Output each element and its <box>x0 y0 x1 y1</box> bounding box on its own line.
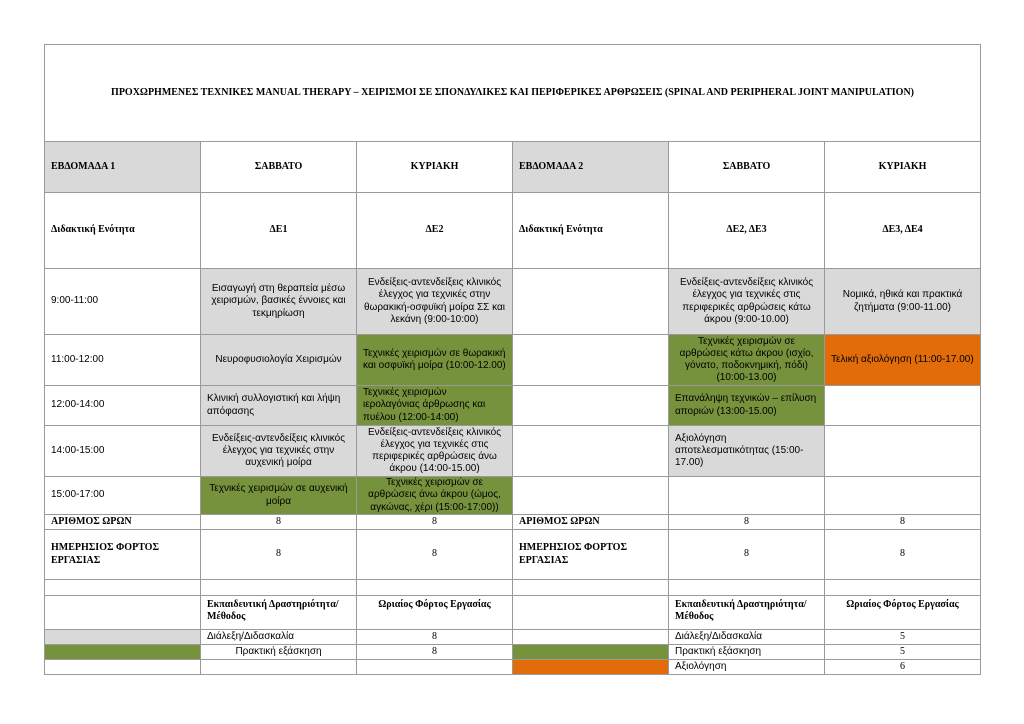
empty-cell <box>513 477 669 515</box>
time-slot: 14:00-15:00 <box>45 426 201 477</box>
empty-cell <box>201 580 357 596</box>
legend-swatch-practice <box>513 645 669 660</box>
w1-sunday-header: ΚΥΡΙΑΚΗ <box>357 142 513 193</box>
page-title: ΠΡΟΧΩΡΗΜΕΝΕΣ ΤΕΧΝΙΚΕΣ MANUAL THERAPY – ΧΕΙΡΙΣΜΟΙ ΣΕ ΣΠΟΝΔΥΛΙΚΕΣ ΚΑΙ ΠΕΡΙΦΕΡΙΚΕΣ ΑΡΘΡΩΣΕΙΣ (SPINAL AND PERIPHERAL JOINT MANIPULATION) <box>45 45 981 142</box>
week1-header: ΕΒΔΟΜΑΔΑ 1 <box>45 142 201 193</box>
workload-label-w1: ΗΜΕΡΗΣΙΟΣ ΦΟΡΤΟΣ ΕΡΓΑΣΙΑΣ <box>45 530 201 580</box>
empty-cell <box>45 580 201 596</box>
empty-cell <box>825 477 981 515</box>
hours-value: 8 <box>357 515 513 530</box>
session-cell: Νομικά, ηθικά και πρακτικά ζητήματα (9:00-11.00) <box>825 269 981 335</box>
session-cell: Τεχνικές χειρισμών σε αυχενική μοίρα <box>201 477 357 515</box>
hours-value: 8 <box>825 515 981 530</box>
empty-cell <box>825 580 981 596</box>
schedule-table <box>44 44 981 675</box>
empty-cell <box>513 386 669 426</box>
session-cell: Αξιολόγηση αποτελεσματικότητας (15:00-17.00) <box>669 426 825 477</box>
legend-label: Πρακτική εξάσκηση <box>669 645 825 660</box>
empty-cell <box>513 630 669 645</box>
empty-cell <box>513 269 669 335</box>
unit-label-w1: Διδακτική Ενότητα <box>45 193 201 269</box>
empty-cell <box>513 580 669 596</box>
workload-label-w2: ΗΜΕΡΗΣΙΟΣ ΦΟΡΤΟΣ ΕΡΓΑΣΙΑΣ <box>513 530 669 580</box>
week2-header: ΕΒΔΟΜΑΔΑ 2 <box>513 142 669 193</box>
session-cell: Νευροφυσιολογία Χειρισμών <box>201 335 357 386</box>
session-cell: Ενδείξεις-αντενδείξεις κλινικός έλεγχος για τεχνικές στην θωρακική-οσφυϊκή μοίρα ΣΣ και λεκάνη (9:00-10:00) <box>357 269 513 335</box>
legend-hours-header-w2: Ωριαίος Φόρτος Εργασίας <box>825 596 981 630</box>
session-cell: Κλινική συλλογιστική και λήψη απόφασης <box>201 386 357 426</box>
legend-swatch-practice <box>45 645 201 660</box>
legend-label: Αξιολόγηση <box>669 660 825 675</box>
session-cell: Τεχνικές χειρισμών σε αρθρώσεις άνω άκρου (ώμος, αγκώνας, χέρι (15:00-17:00)) <box>357 477 513 515</box>
session-cell: Ενδείξεις-αντενδείξεις κλινικός έλεγχος για τεχνικές στην αυχενική μοίρα <box>201 426 357 477</box>
empty-cell <box>357 580 513 596</box>
hours-value: 8 <box>669 515 825 530</box>
unit-w1-sun: ΔΕ2 <box>357 193 513 269</box>
legend-activity-header-w1: Εκπαιδευτική Δραστηριότητα/Μέθοδος <box>201 596 357 630</box>
legend-label: Διάλεξη/Διδασκαλία <box>669 630 825 645</box>
hours-value: 8 <box>201 515 357 530</box>
legend-label: Πρακτική εξάσκηση <box>201 645 357 660</box>
empty-cell <box>825 426 981 477</box>
session-cell: Τεχνικές χειρισμών σε θωρακική και οσφυϊκή μοίρα (10:00-12.00) <box>357 335 513 386</box>
hours-label-w1: ΑΡΙΘΜΟΣ ΩΡΩΝ <box>45 515 201 530</box>
session-cell: Τεχνικές χειρισμών ιερολαγόνιας άρθρωσης και πυέλου (12:00-14:00) <box>357 386 513 426</box>
empty-cell <box>201 660 357 675</box>
time-slot: 9:00-11:00 <box>45 269 201 335</box>
legend-hours: 5 <box>825 630 981 645</box>
legend-hours: 5 <box>825 645 981 660</box>
workload-value: 8 <box>669 530 825 580</box>
session-cell: Ενδείξεις-αντενδείξεις κλινικός έλεγχος για τεχνικές στις περιφερικές αρθρώσεις κάτω άκρου (9:00-10.00) <box>669 269 825 335</box>
legend-hours-header-w1: Ωριαίος Φόρτος Εργασίας <box>357 596 513 630</box>
time-slot: 11:00-12:00 <box>45 335 201 386</box>
session-cell: Ενδείξεις-αντενδείξεις κλινικός έλεγχος για τεχνικές στις περιφερικές αρθρώσεις άνω άκρου (14:00-15.00) <box>357 426 513 477</box>
workload-value: 8 <box>357 530 513 580</box>
empty-cell <box>513 596 669 630</box>
time-slot: 12:00-14:00 <box>45 386 201 426</box>
empty-cell <box>513 426 669 477</box>
empty-cell <box>513 335 669 386</box>
session-cell: Τελική αξιολόγηση (11:00-17.00) <box>825 335 981 386</box>
unit-label-w2: Διδακτική Ενότητα <box>513 193 669 269</box>
empty-cell <box>669 477 825 515</box>
hours-label-w2: ΑΡΙΘΜΟΣ ΩΡΩΝ <box>513 515 669 530</box>
w1-saturday-header: ΣΑΒΒΑΤΟ <box>201 142 357 193</box>
unit-w2-sat: ΔΕ2, ΔΕ3 <box>669 193 825 269</box>
session-cell: Τεχνικές χειρισμών σε αρθρώσεις κάτω άκρου (ισχίο, γόνατο, ποδοκνημική, πόδι) (10:00-13.00) <box>669 335 825 386</box>
legend-hours: 8 <box>357 630 513 645</box>
empty-cell <box>357 660 513 675</box>
empty-cell <box>45 596 201 630</box>
workload-value: 8 <box>201 530 357 580</box>
legend-swatch-assessment <box>513 660 669 675</box>
legend-label: Διάλεξη/Διδασκαλία <box>201 630 357 645</box>
legend-hours: 6 <box>825 660 981 675</box>
empty-cell <box>825 386 981 426</box>
empty-cell <box>45 660 201 675</box>
unit-w1-sat: ΔΕ1 <box>201 193 357 269</box>
time-slot: 15:00-17:00 <box>45 477 201 515</box>
w2-saturday-header: ΣΑΒΒΑΤΟ <box>669 142 825 193</box>
unit-w2-sun: ΔΕ3, ΔΕ4 <box>825 193 981 269</box>
session-cell: Εισαγωγή στη θεραπεία μέσω χειρισμών, βασικές έννοιες και τεκμηρίωση <box>201 269 357 335</box>
session-cell: Επανάληψη τεχνικών – επίλυση αποριών (13:00-15.00) <box>669 386 825 426</box>
legend-swatch-lecture <box>45 630 201 645</box>
workload-value: 8 <box>825 530 981 580</box>
w2-sunday-header: ΚΥΡΙΑΚΗ <box>825 142 981 193</box>
legend-hours: 8 <box>357 645 513 660</box>
legend-activity-header-w2: Εκπαιδευτική Δραστηριότητα/Μέθοδος <box>669 596 825 630</box>
empty-cell <box>669 580 825 596</box>
